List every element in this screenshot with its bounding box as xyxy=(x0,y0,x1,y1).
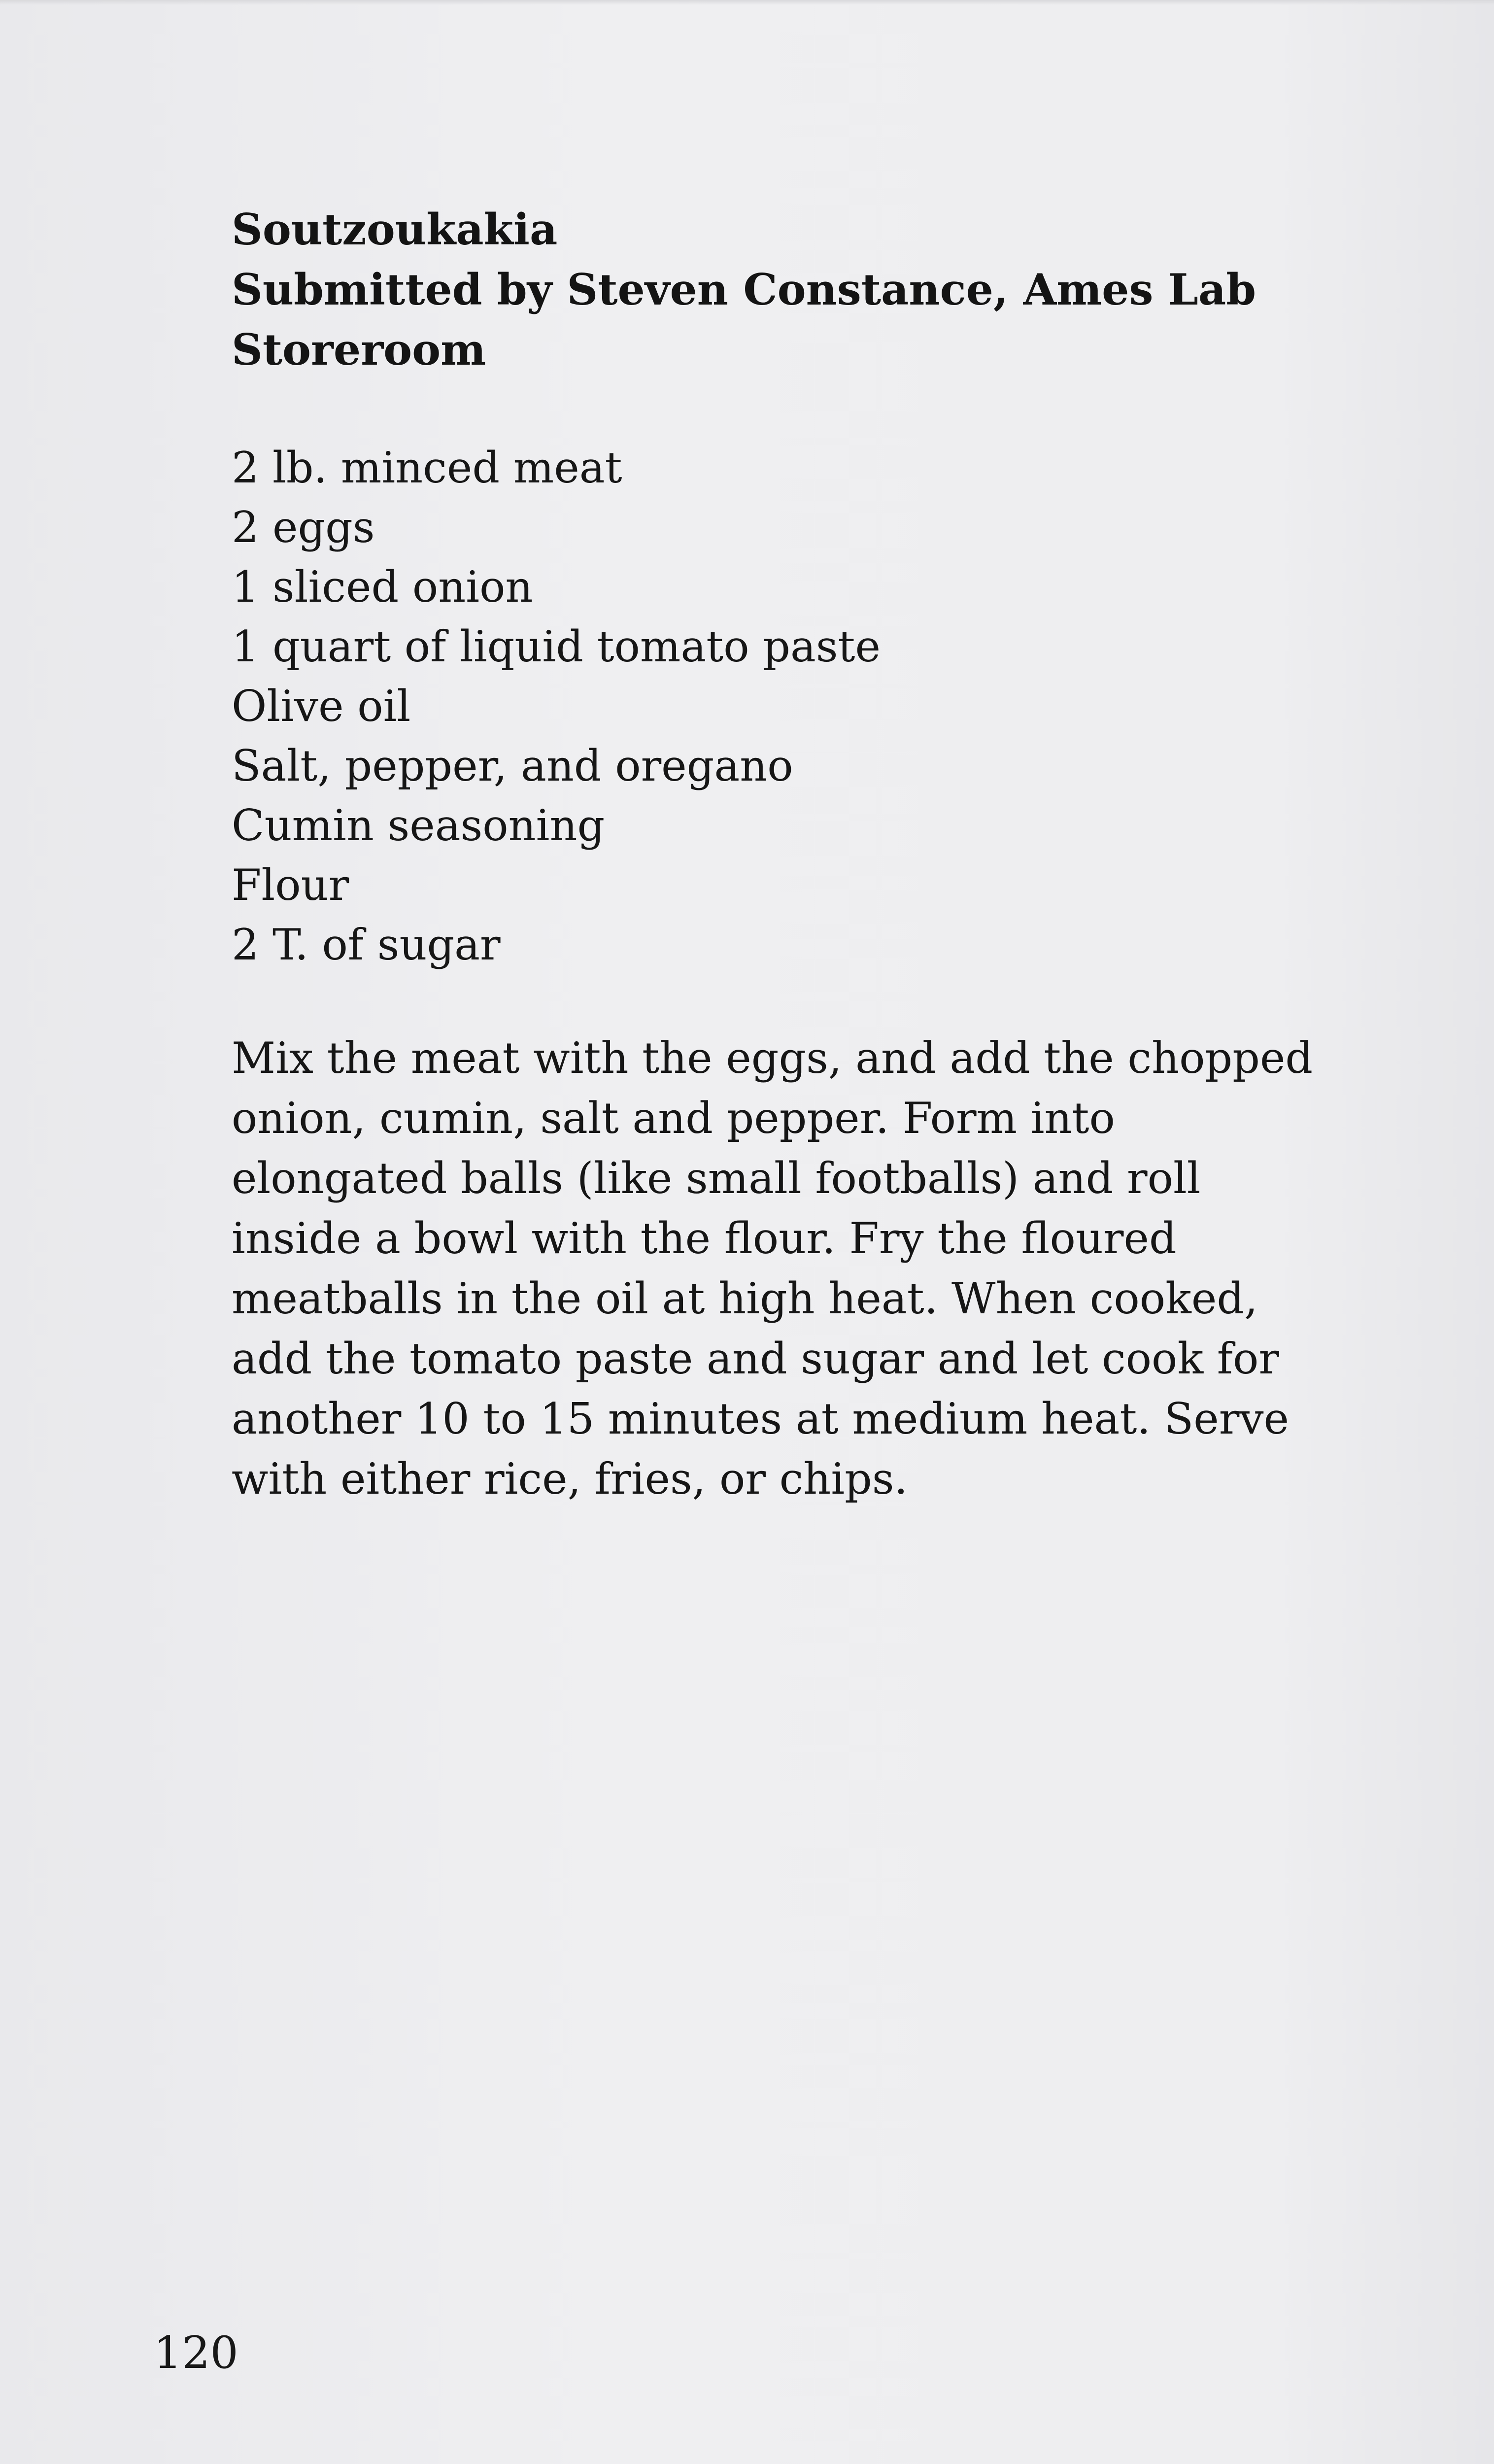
recipe-content xyxy=(232,200,1385,1509)
instruction-line: with either rice, fries, or chips. xyxy=(232,1454,908,1504)
instruction-line: onion, cumin, salt and pepper. Form into xyxy=(232,1093,1115,1143)
recipe-submitter-line-2: Storeroom xyxy=(232,324,486,375)
instruction-line: add the tomato paste and sugar and let cook for xyxy=(232,1334,1279,1384)
instruction-line: another 10 to 15 minutes at medium heat. Serve xyxy=(232,1394,1289,1444)
ingredient-item: 2 T. of sugar xyxy=(232,920,501,970)
ingredient-item: Flour xyxy=(232,860,349,910)
recipe-instructions xyxy=(232,1028,1385,1509)
ingredient-item: Olive oil xyxy=(232,681,411,731)
page-number: 120 xyxy=(154,2327,238,2379)
instruction-line: inside a bowl with the flour. Fry the floured xyxy=(232,1213,1177,1264)
recipe-header xyxy=(232,200,1385,380)
instruction-line: meatballs in the oil at high heat. When cooked, xyxy=(232,1273,1258,1324)
ingredient-item: 1 sliced onion xyxy=(232,562,533,612)
instruction-line: Mix the meat with the eggs, and add the chopped xyxy=(232,1033,1313,1083)
recipe-title: Soutzoukakia xyxy=(232,204,558,255)
instruction-line: elongated balls (like small footballs) and roll xyxy=(232,1153,1201,1203)
page-top-edge xyxy=(0,0,1494,5)
ingredient-item: Salt, pepper, and oregano xyxy=(232,741,793,791)
ingredient-list xyxy=(232,438,1385,975)
ingredient-item: 2 lb. minced meat xyxy=(232,443,622,493)
ingredient-item: 2 eggs xyxy=(232,502,375,552)
ingredient-item: 1 quart of liquid tomato paste xyxy=(232,621,881,672)
ingredient-item: Cumin seasoning xyxy=(232,800,605,851)
recipe-submitter-line-1: Submitted by Steven Constance, Ames Lab xyxy=(232,264,1256,315)
